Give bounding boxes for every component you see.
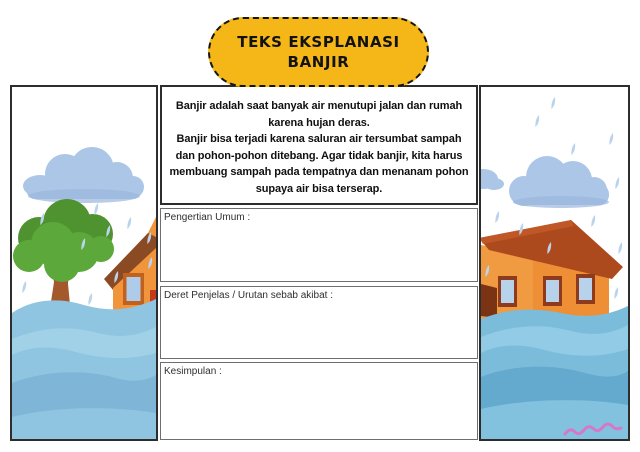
flood-water-icon bbox=[12, 299, 156, 439]
section-kesimpulan bbox=[160, 362, 478, 440]
section-label-pengertian-umum: Pengertian Umum : bbox=[164, 212, 251, 223]
rain-cloud-icon bbox=[23, 147, 144, 203]
section-label-deret-penjelas: Deret Penjelas / Urutan sebab akibat : bbox=[164, 290, 333, 301]
section-deret-penjelas bbox=[160, 286, 478, 359]
title-line-2: BANJIR bbox=[287, 53, 350, 71]
tree-icon bbox=[13, 199, 114, 315]
left-illustration-panel bbox=[10, 85, 158, 441]
flood-scene-right-illustration bbox=[481, 87, 628, 439]
title-badge bbox=[208, 17, 429, 87]
explanation-paragraph-1: Banjir adalah saat banyak air menutupi jalan dan rumah karena hujan deras. bbox=[175, 100, 463, 129]
section-pengertian-umum bbox=[160, 208, 478, 282]
section-label-kesimpulan: Kesimpulan : bbox=[164, 366, 222, 377]
explanation-text-box bbox=[160, 85, 478, 205]
flood-scene-left-illustration bbox=[12, 87, 156, 439]
explanation-paragraph-2: Banjir bisa terjadi karena saluran air tersumbat sampah dan pohon-pohon ditebang. Agar tidak banjir, kita harus membuang sampah pada tempatnya dan menanam pohon supaya air bisa terserap. bbox=[169, 133, 469, 195]
rain-cloud-icon bbox=[481, 156, 609, 208]
right-illustration-panel bbox=[479, 85, 630, 441]
flood-water-icon bbox=[481, 306, 628, 439]
title-line-1: TEKS EKSPLANASI bbox=[237, 33, 400, 51]
window-icon bbox=[498, 274, 595, 307]
